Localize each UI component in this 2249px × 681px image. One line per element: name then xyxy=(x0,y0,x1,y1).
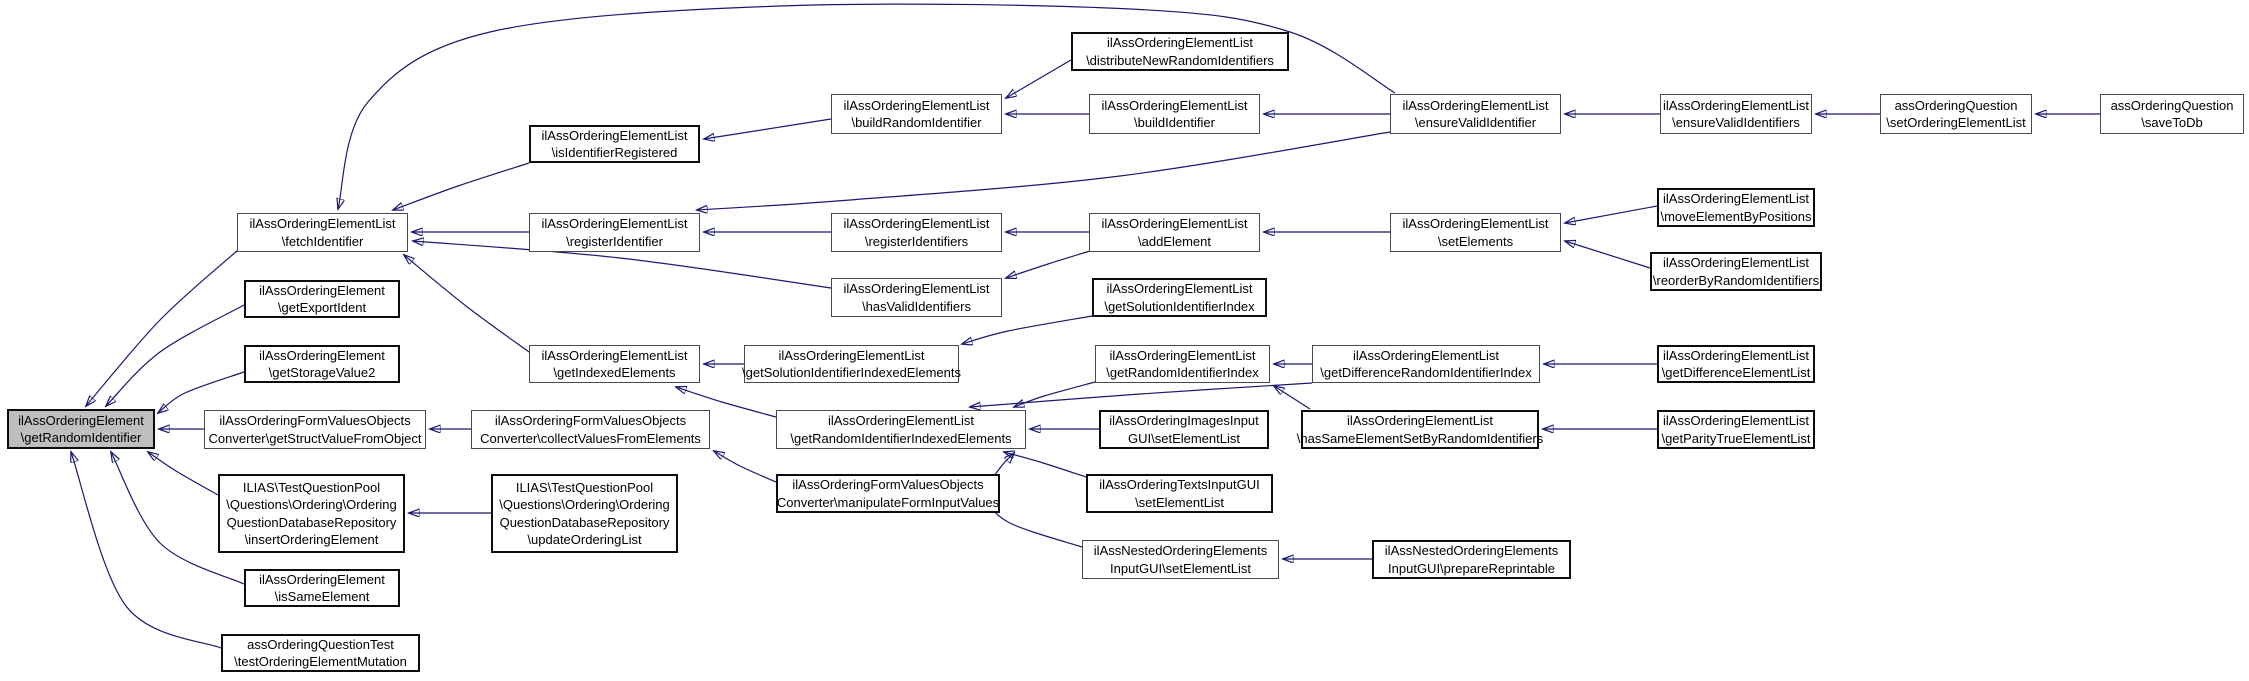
node-label-line: GUI\setElementList xyxy=(1128,430,1240,446)
edge-hasSameElementSetByRandomIdentifiers-to-getRandomIdentifierIndex xyxy=(1274,386,1310,409)
node-label-line: ilAssOrderingElement xyxy=(18,412,144,428)
node-label-line: \hasValidIdentifiers xyxy=(862,298,971,314)
node-label-line: \insertOrderingElement xyxy=(244,532,379,547)
node-label-line: \updateOrderingList xyxy=(527,532,642,547)
graph-node-prepareReprintable[interactable] xyxy=(1372,540,1571,579)
node-label-line: \registerIdentifiers xyxy=(864,233,969,249)
graph-node-imagesInputSetElementList[interactable] xyxy=(1099,410,1269,449)
node-label-line: \getParityTrueElementList xyxy=(1661,430,1811,446)
edge-getIndexedElements-to-fetchIdentifier xyxy=(404,255,529,352)
node-label-line: ilAssOrderingElementList xyxy=(249,216,396,231)
node-label-line: \fetchIdentifier xyxy=(281,233,364,249)
node-label-line: \ensureValidIdentifier xyxy=(1414,115,1537,130)
node-label-line: \reorderByRandomIdentifiers xyxy=(1652,272,1820,288)
graph-node-ensureValidIdentifiers[interactable] xyxy=(1660,94,1812,134)
graph-node-isSameElement[interactable] xyxy=(244,569,400,607)
node-label-line: \getRandomIdentifierIndex xyxy=(1106,365,1259,380)
node-label-line: \getSolutionIdentifierIndex xyxy=(1104,298,1255,314)
graph-node-addElement[interactable] xyxy=(1089,213,1260,252)
node-label-line: \getIndexedElements xyxy=(553,365,676,380)
node-label-line: assOrderingQuestion xyxy=(1894,97,2018,113)
node-label-line: ilAssOrderingElementList xyxy=(1101,216,1248,231)
graph-node-moveElementByPositions[interactable] xyxy=(1657,188,1815,227)
graph-node-getExportIdent[interactable] xyxy=(244,280,400,318)
node-label-line: ilAssOrderingElementList xyxy=(843,281,990,296)
node-label-line: \setElementList xyxy=(1135,494,1224,510)
edge-testOrderingElementMutation-to-getRandomIdentifier xyxy=(71,452,221,648)
node-label-line: ilAssOrderingElementList xyxy=(1347,413,1493,428)
graph-node-ensureValidIdentifier[interactable] xyxy=(1390,94,1561,134)
node-label-line: \moveElementByPositions xyxy=(1660,208,1812,224)
node-label-line: \setOrderingElementList xyxy=(1886,115,2026,130)
edge-buildRandomIdentifier-to-isIdentifierRegistered xyxy=(704,119,831,139)
node-label-line: ilAssOrderingElementList xyxy=(1106,281,1253,296)
node-label-line: ilAssOrderingElementList xyxy=(1109,347,1256,363)
node-label-line: \distributeNewRandomIdentifiers xyxy=(1086,52,1274,68)
node-label-line: ILIAS\TestQuestionPool xyxy=(242,479,381,495)
node-label-line: ilAssOrderingElementList xyxy=(1663,347,1809,363)
node-label-line: ilAssOrderingElement xyxy=(259,282,385,298)
edge-fetchIdentifier-to-getRandomIdentifier xyxy=(86,250,238,406)
graph-node-updateOrderingList[interactable] xyxy=(491,474,678,553)
edge-getDifferenceRandomIdentifierIndex-to-getRandomIdentifierIndexedElements xyxy=(970,383,1312,407)
graph-node-getStorageValue2[interactable] xyxy=(244,345,400,383)
node-label-line: \registerIdentifier xyxy=(566,233,663,249)
node-label-line: ilAssOrderingElement xyxy=(259,571,385,587)
graph-node-getSolutionIdentifierIndex[interactable] xyxy=(1092,278,1267,317)
node-label-line: \Questions\Ordering\Ordering xyxy=(499,497,670,512)
graph-node-getRandomIdentifierIndexedElements[interactable] xyxy=(776,410,1026,449)
node-label-line: ilAssOrderingElementList xyxy=(1402,97,1549,113)
node-label-line: \getExportIdent xyxy=(277,300,367,315)
node-label-line: \setElements xyxy=(1437,233,1514,249)
node-label-line: ilAssOrderingElementList xyxy=(1663,97,1809,113)
graph-node-getSolutionIdentifierIndexedElements[interactable] xyxy=(744,345,959,383)
graph-node-registerIdentifiers[interactable] xyxy=(831,213,1002,252)
node-label-line: ILIAS\TestQuestionPool xyxy=(515,479,654,495)
graph-node-setElements[interactable] xyxy=(1390,213,1561,252)
node-label-line: Converter\getStructValueFromObject xyxy=(208,430,422,446)
node-label-line: ilAssOrderingElementList xyxy=(1663,255,1809,270)
node-label-line: \getSolutionIdentifierIndexedElements xyxy=(742,365,961,380)
node-label-line: ilAssOrderingElementList xyxy=(843,97,990,113)
graph-node-getRandomIdentifierIndex[interactable] xyxy=(1095,345,1270,383)
node-label-line: Converter\manipulateFormInputValues xyxy=(776,494,1000,510)
edge-moveElementByPositions-to-setElements xyxy=(1565,206,1657,223)
node-label-line: ilAssOrderingElementList xyxy=(1101,97,1248,113)
graph-node-getDifferenceElementList[interactable] xyxy=(1657,345,1815,383)
graph-node-fetchIdentifier[interactable] xyxy=(237,213,408,252)
graph-node-getDifferenceRandomIdentifierIndex[interactable] xyxy=(1312,345,1540,383)
edge-reorderByRandomIdentifiers-to-setElements xyxy=(1565,241,1650,268)
node-label-line: ilAssNestedOrderingElements xyxy=(1093,543,1268,558)
node-label-line: ilAssOrderingElement xyxy=(259,347,385,363)
edge-getExportIdent-to-getRandomIdentifier xyxy=(106,305,244,406)
edge-getSolutionIdentifierIndex-to-getSolutionIdentifierIndexedElements xyxy=(962,316,1092,344)
graph-node-testOrderingElementMutation[interactable] xyxy=(221,634,420,672)
node-label-line: \getDifferenceElementList xyxy=(1661,365,1811,380)
graph-node-hasSameElementSetByRandomIdentifiers[interactable] xyxy=(1296,410,1544,449)
node-label-line: \isSameElement xyxy=(274,589,370,604)
node-label-line: ilAssOrderingElementList xyxy=(541,347,688,363)
node-label-line: \isIdentifierRegistered xyxy=(551,145,678,160)
node-label-line: ilAssOrderingElementList xyxy=(1353,347,1499,363)
node-label-line: \addElement xyxy=(1138,233,1211,249)
edge-getStorageValue2-to-getRandomIdentifier xyxy=(158,372,244,413)
node-label-line: ilAssNestedOrderingElements xyxy=(1384,543,1559,558)
node-label-line: assOrderingQuestion xyxy=(2110,97,2234,113)
graph-node-textsInputSetElementList[interactable] xyxy=(1086,474,1273,513)
edge-insertOrderingElement-to-getRandomIdentifier xyxy=(148,452,218,495)
graph-node-getRandomIdentifier xyxy=(7,409,155,449)
node-label-line: \getRandomIdentifierIndexedElements xyxy=(790,430,1012,446)
node-label-line: ilAssOrderingElementList xyxy=(541,127,688,143)
node-label-line: InputGUI\setElementList xyxy=(1110,560,1251,576)
node-label-line: \getStorageValue2 xyxy=(268,365,376,380)
graph-node-hasValidIdentifiers[interactable] xyxy=(831,278,1002,317)
node-label-line: \testOrderingElementMutation xyxy=(234,654,407,669)
graph-node-collectValuesFromElements[interactable] xyxy=(471,410,710,449)
node-label-line: \buildIdentifier xyxy=(1134,115,1215,130)
graph-node-reorderByRandomIdentifiers[interactable] xyxy=(1650,252,1822,291)
node-label-line: ilAssOrderingFormValuesObjects xyxy=(219,413,411,428)
node-label-line: \getRandomIdentifier xyxy=(20,430,142,445)
node-label-line: ilAssOrderingElementList xyxy=(1107,35,1253,50)
graph-node-saveToDb[interactable] xyxy=(2100,94,2244,134)
edge-getRandomIdentifierIndex-to-getRandomIdentifierIndexedElements xyxy=(1014,382,1095,407)
node-label-line: \buildRandomIdentifier xyxy=(851,115,982,130)
graph-node-registerIdentifier[interactable] xyxy=(529,213,700,252)
node-label-line: ilAssOrderingElementList xyxy=(1663,191,1809,206)
node-label-line: ilAssOrderingElementList xyxy=(1663,413,1809,428)
graph-node-distributeNewRandomIdentifiers[interactable] xyxy=(1071,32,1289,71)
graph-node-setOrderingElementList[interactable] xyxy=(1880,94,2032,134)
node-label-line: ilAssOrderingElementList xyxy=(541,216,688,231)
node-label-line: assOrderingQuestionTest xyxy=(247,636,394,652)
graph-node-getStructValueFromObject[interactable] xyxy=(204,410,426,449)
node-label-line: \ensureValidIdentifiers xyxy=(1672,115,1800,130)
graph-node-buildRandomIdentifier[interactable] xyxy=(831,94,1002,134)
edge-textsInputSetElementList-to-getRandomIdentifierIndexedElements xyxy=(1004,452,1086,477)
node-label-line: ilAssOrderingElementList xyxy=(778,347,925,363)
node-label-line: ilAssOrderingElementList xyxy=(843,216,990,231)
graph-node-insertOrderingElement[interactable] xyxy=(218,474,405,553)
node-label-line: ilAssOrderingFormValuesObjects xyxy=(494,413,687,428)
node-label-line: \hasSameElementSetByRandomIdentifiers xyxy=(1296,430,1544,446)
node-label-line: ilAssOrderingImagesInput xyxy=(1109,413,1259,428)
node-label-line: ilAssOrderingElementList xyxy=(828,413,974,428)
node-label-line: \saveToDb xyxy=(2141,115,2203,130)
node-label-line: QuestionDatabaseRepository xyxy=(226,514,397,530)
graph-node-buildIdentifier[interactable] xyxy=(1089,94,1260,134)
node-label-line: ilAssOrderingFormValuesObjects xyxy=(792,477,984,492)
node-label-line: ilAssOrderingElementList xyxy=(1402,216,1549,231)
edge-ensureValidIdentifier-to-registerIdentifier xyxy=(697,132,1390,210)
node-label-line: Converter\collectValuesFromElements xyxy=(480,430,701,446)
edge-isIdentifierRegistered-to-fetchIdentifier xyxy=(393,163,529,210)
graph-node-manipulateFormInputValues[interactable] xyxy=(776,474,1000,513)
graph-node-getIndexedElements[interactable] xyxy=(529,345,700,383)
graph-node-getParityTrueElementList[interactable] xyxy=(1657,410,1815,449)
edge-distributeNewRandomIdentifiers-to-buildRandomIdentifier xyxy=(1006,60,1071,98)
graph-node-nestedInputSetElementList[interactable] xyxy=(1082,540,1279,579)
node-label-line: InputGUI\prepareReprintable xyxy=(1388,560,1555,576)
node-label-line: ilAssOrderingTextsInputGUI xyxy=(1099,477,1260,492)
node-label-line: \getDifferenceRandomIdentifierIndex xyxy=(1320,365,1532,380)
node-label-line: QuestionDatabaseRepository xyxy=(499,514,670,530)
graph-node-isIdentifierRegistered[interactable] xyxy=(529,125,700,163)
edge-manipulateFormInputValues-to-collectValuesFromElements xyxy=(714,451,776,482)
edge-nestedInputSetElementList-to-getRandomIdentifierIndexedElements xyxy=(986,453,1082,547)
node-label-line: \Questions\Ordering\Ordering xyxy=(226,497,397,512)
edge-addElement-to-hasValidIdentifiers xyxy=(1006,251,1090,278)
